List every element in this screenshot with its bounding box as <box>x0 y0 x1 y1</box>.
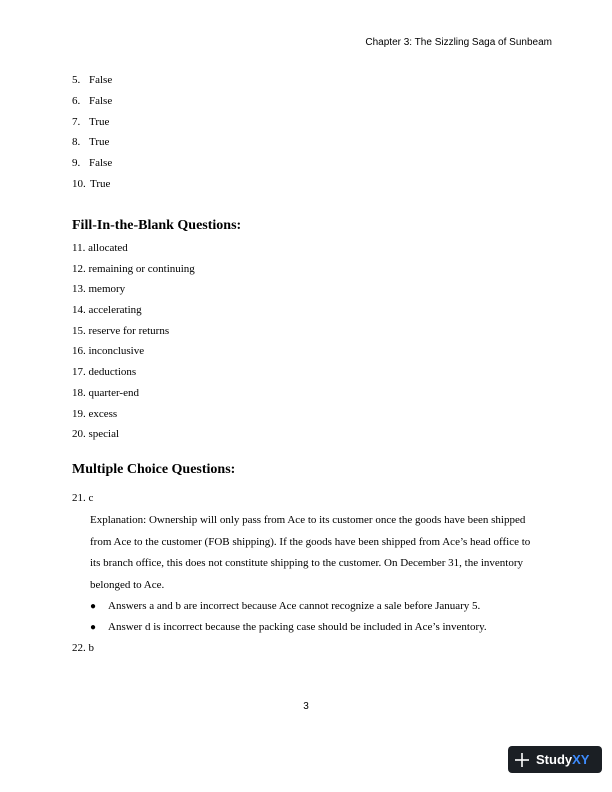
question-21-answer: 21. c <box>72 492 94 504</box>
bullet-icon: ● <box>90 601 97 612</box>
list-item: 6. False <box>72 94 113 107</box>
bullet-icon: ● <box>90 622 97 633</box>
multiple-choice-answers <box>72 488 542 658</box>
list-item: 10. True <box>72 177 111 190</box>
list-item: 7. True <box>72 115 110 128</box>
list-item: 15. reserve for returns <box>72 324 170 337</box>
list-item: 8. True <box>72 136 110 149</box>
running-header: Chapter 3: The Sizzling Saga of Sunbeam <box>365 37 552 48</box>
list-item: 9. False <box>72 157 113 170</box>
list-item: ● Answer d is incorrect because the packing case should be included in Ace’s inventory. <box>90 617 542 638</box>
fill-in-answers <box>72 238 195 445</box>
list-item: 20. special <box>72 428 120 441</box>
fill-in-heading: Fill-In-the-Blank Questions: <box>72 218 242 233</box>
list-item: ● Answers a and b are incorrect because Ace cannot recognize a sale before January 5. <box>90 596 542 617</box>
list-item: 13. memory <box>72 283 126 296</box>
list-item: 17. deductions <box>72 366 137 379</box>
plus-icon <box>514 752 530 768</box>
list-item: 5. False <box>72 74 113 86</box>
true-false-answers <box>72 70 112 195</box>
list-item: 16. inconclusive <box>72 345 145 358</box>
studyxy-logo[interactable] <box>508 746 602 773</box>
list-item: 19. excess <box>72 407 118 420</box>
page-number: 3 <box>303 701 309 712</box>
multiple-choice-heading: Multiple Choice Questions: <box>72 462 236 477</box>
list-item: 14. accelerating <box>72 304 142 317</box>
list-item: 18. quarter-end <box>72 386 139 399</box>
list-item: 11. allocated <box>72 242 128 254</box>
logo-text: Study <box>536 752 573 767</box>
list-item: 12. remaining or continuing <box>72 262 195 275</box>
question-22-answer: 22. b <box>72 642 94 654</box>
logo-accent-text: XY <box>572 752 590 767</box>
question-21-explanation: Explanation: Ownership will only pass from Ace to its customer once the goods have been shipped from Ace to the customer (FOB shipping). If the goods have been shipped from Ace’s head office to its branch office, this does not constitute shipping to the customer. On December 31, the inventory belonged to Ace. <box>90 514 531 591</box>
